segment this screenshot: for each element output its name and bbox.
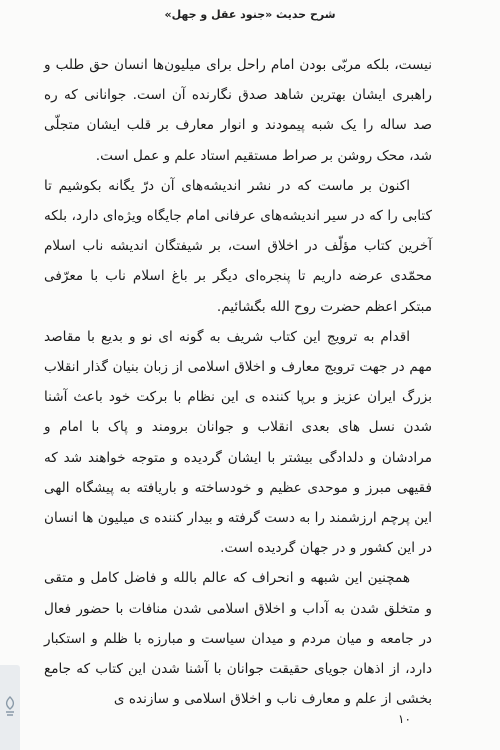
running-header: شرح حدیث «جنود عقل و جهل» <box>164 8 336 21</box>
paragraph-2: اکنون بر ماست که در نشر اندیشه‌های آن درّ یگانه بکوشیم تا کتابی را که در سیر اندیشه‌های عرفانی امام جایگاه ویژه‌ای دارد، بلکه آخرین کتاب مؤلّف در اخلاق است، بر شیفتگان اندیشه ناب اسلام محمّدی عرضه داریم تا پنجره‌ای دیگر بر باغ اسلام ناب با معرّفی مبتکر اعظم حضرت روح الله بگشائیم. <box>44 177 432 315</box>
paragraph-4: همچنین این شبهه و انحراف که عالم بالله و فاضل کامل و متقی و متخلق شدن به آداب و اخلاق اسلامی شدن منافات با حضور فعال در جامعه و میان مردم و میدان سیاست و مبارزه با ظلم و استکبار دارد، از اذهان جویای حقیقت جوانان با آشنا شدن این کتاب که جامع بخشی از علم و معارف ناب و اخلاق اسلامی و سازنده ی <box>44 570 432 708</box>
page-body <box>44 50 432 714</box>
paragraph-3: اقدام به ترویج این کتاب شریف به گونه ای نو و بدیع با مقاصد مهم در جهت ترویج معارف و اخلاق اسلامی از زبان بنیان گذار انقلاب بزرگ ایران عزیز و برپا کننده ی این نظام با برکت خود باعث آشنا شدن نسل های بعدی انقلاب و جوانان برومند و پاک با امام و مرادشان و دلدادگی بیشتر با ایشان گردیده و متوجه خواهند شد که فقیهی مبرز و موحدی عظیم و خودساخته و باریافته به پیشگاه الهی این پرچم ارزشمند را به دست گرفته و بیدار کننده ی میلیون ها انسان در این کشور و در جهان گردیده است. <box>44 328 432 557</box>
side-tab <box>0 665 20 750</box>
publisher-logo-icon <box>3 695 17 717</box>
page-number: ۱۰ <box>398 712 411 726</box>
paragraph-1: نیست، بلکه مربّی بودن امام راحل برای میلیون‌ها انسان حق طلب و راهبری ایشان بهترین شاهد صدق نگارنده آن است. جوانانی که ره صد ساله را یک شبه پیمودند و انوار معارف بر قلب ایشان متجلّی شد، محک روشن بر صراط مستقیم استاد علم و عمل است. <box>44 57 432 164</box>
